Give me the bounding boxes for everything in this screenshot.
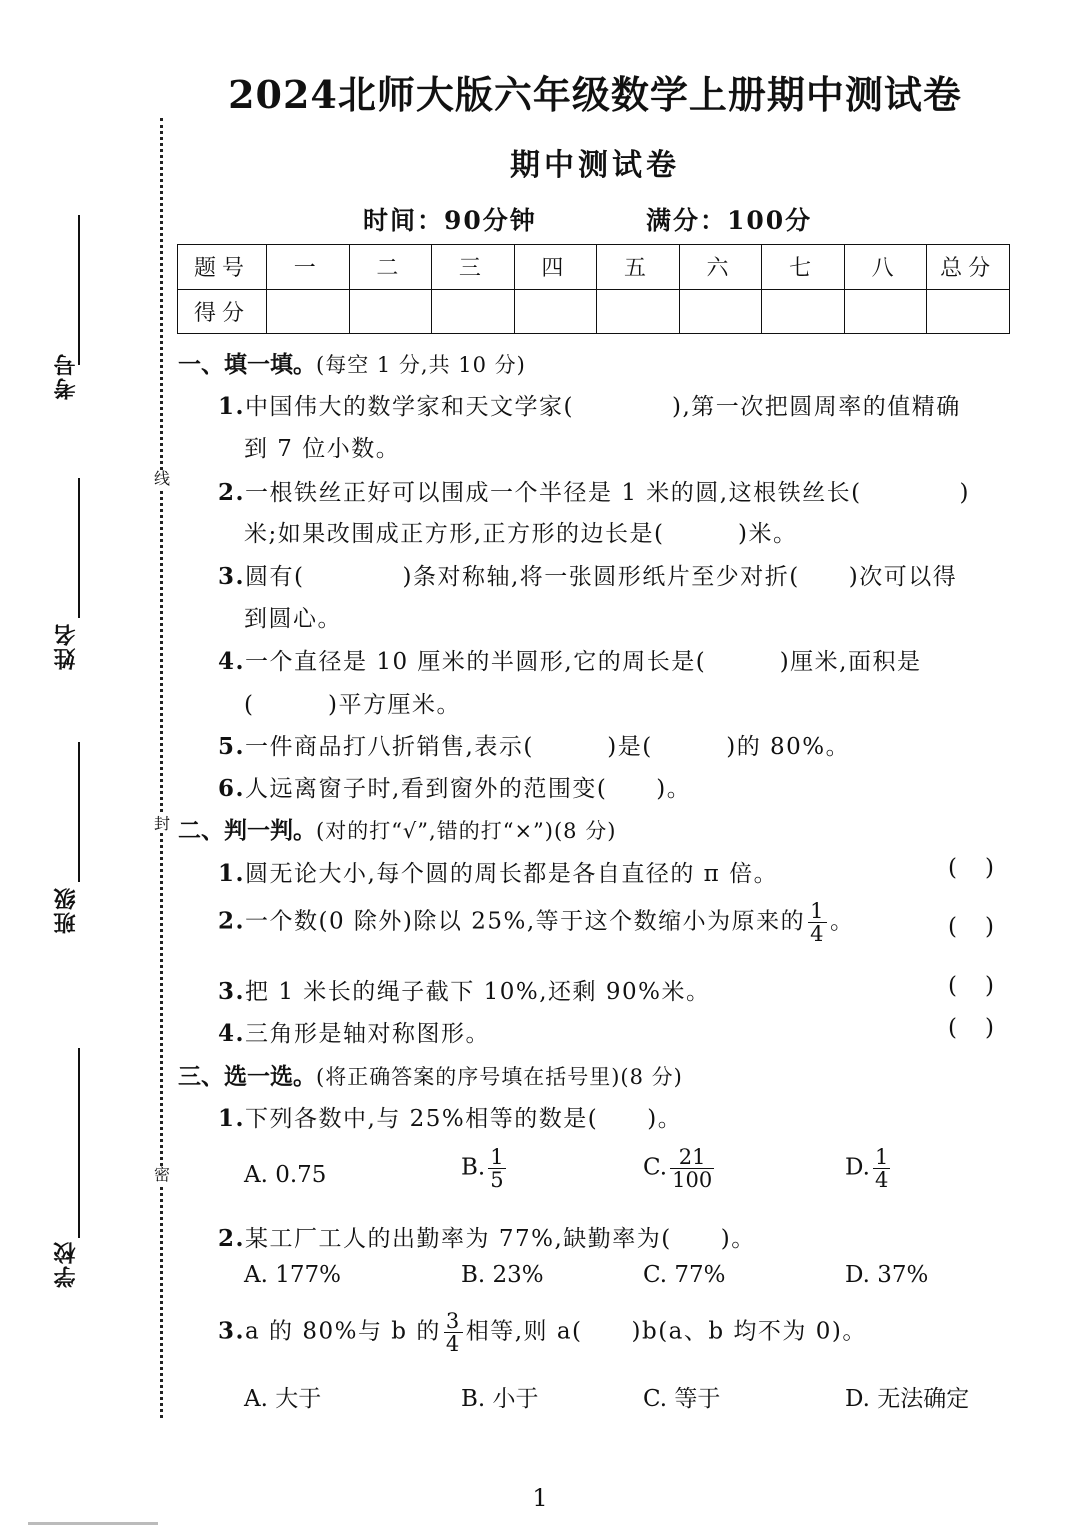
score-table-score-head: 得分 — [178, 289, 267, 334]
s1-q2-text: 一根铁丝正好可以围成一个半径是 1 米的圆,这根铁丝长( ) — [245, 480, 971, 506]
s1-q4-number: 4. — [218, 648, 246, 675]
s3-q1-option-c-letter: C. — [643, 1154, 668, 1181]
class-line — [78, 742, 80, 882]
s1-question-2 — [218, 474, 970, 507]
s2-q3-answer-paren[interactable]: () — [948, 973, 1022, 999]
name-line — [78, 478, 80, 618]
s2-question-4 — [218, 1015, 490, 1048]
s3-q1-option-b-letter: B. — [461, 1154, 486, 1181]
frac-num: 3 — [445, 1309, 461, 1333]
score-table-score-row — [178, 289, 1010, 334]
footer-rule — [28, 1522, 158, 1525]
full-score: 满分：100分 — [646, 206, 813, 235]
s1-q6-text: 人远离窗子时,看到窗外的范围变( )。 — [245, 776, 692, 802]
s2-q3-text: 把 1 米长的绳子截下 10%,还剩 90%米。 — [245, 979, 711, 1005]
score-cell[interactable] — [927, 289, 1010, 334]
s3-q1-option-d-fraction — [873, 1146, 890, 1191]
s1-q1-text: 中国伟大的数学家和天文学家( ),第一次把圆周率的值精确 — [245, 394, 961, 420]
s2-q4-number: 4. — [218, 1020, 246, 1047]
s3-q3-option-b: B. 小于 — [461, 1386, 539, 1412]
s2-question-2 — [218, 900, 855, 945]
s2-question-1 — [218, 855, 778, 888]
s2-q2-frac-den: 4 — [810, 922, 826, 946]
s3-q2-option-c: C. 77% — [643, 1262, 726, 1288]
s2-q2-frac-num: 1 — [810, 899, 826, 923]
s3-q1-option-c-fraction — [670, 1146, 714, 1191]
s2-q2-end: 。 — [830, 908, 855, 935]
seal-dotted-line — [160, 118, 163, 1418]
s3-q3-option-d: D. 无法确定 — [845, 1386, 970, 1412]
s3-q1-option-c — [643, 1146, 717, 1191]
s3-q3-number: 3. — [218, 1317, 246, 1345]
score-col-5: 五 — [597, 245, 680, 290]
s3-q1-option-d-letter: D. — [845, 1154, 870, 1181]
s3-q3-fraction — [444, 1310, 463, 1355]
score-col-4: 四 — [514, 245, 597, 290]
s1-q3-number: 3. — [218, 563, 246, 590]
score-cell[interactable] — [679, 289, 762, 334]
s2-q3-number: 3. — [218, 978, 246, 1005]
score-table-header-row — [178, 245, 1010, 290]
s1-q2-number: 2. — [218, 479, 246, 506]
s1-q4-continuation: ( )平方厘米。 — [244, 692, 461, 718]
score-cell[interactable] — [349, 289, 432, 334]
exam-number-label: 考号 — [53, 352, 79, 400]
s3-q2-number: 2. — [218, 1225, 246, 1252]
seal-mark-line: 线 — [154, 469, 171, 488]
s3-q1-text: 下列各数中,与 25%相等的数是( )。 — [245, 1106, 683, 1132]
score-col-3: 三 — [432, 245, 515, 290]
time-limit: 时间：90分钟 — [363, 206, 537, 235]
seal-mark-seal: 封 — [154, 814, 171, 833]
s3-question-1 — [218, 1100, 682, 1133]
s3-q2-option-d: D. 37% — [845, 1262, 929, 1288]
score-col-2: 二 — [349, 245, 432, 290]
score-cell[interactable] — [597, 289, 680, 334]
class-label: 班级 — [53, 886, 79, 934]
s1-question-3 — [218, 558, 957, 591]
section-1-note: (每空 1 分,共 10 分) — [316, 353, 526, 377]
frac-num: 21 — [670, 1146, 714, 1169]
frac-den: 4 — [874, 1168, 889, 1192]
seal-mark-secret: 密 — [154, 1165, 171, 1184]
frac-den: 100 — [672, 1168, 713, 1192]
section-1-heading — [178, 346, 526, 379]
s2-q1-answer-paren[interactable]: () — [948, 855, 1022, 881]
score-cell[interactable] — [514, 289, 597, 334]
s2-q2-number: 2. — [218, 907, 246, 935]
s2-q1-text: 圆无论大小,每个圆的周长都是各自直径的 π 倍。 — [245, 861, 779, 887]
frac-den: 4 — [445, 1332, 461, 1356]
name-label: 姓名 — [53, 622, 79, 670]
page-subtitle: 期中测试卷 — [510, 148, 680, 183]
section-2-heading — [178, 812, 616, 845]
s3-q3-option-c: C. 等于 — [643, 1386, 721, 1412]
s3-q2-option-a: A. 177% — [244, 1262, 341, 1288]
section-3-title: 三、选一选。 — [178, 1063, 316, 1090]
frac-num: 1 — [874, 1145, 889, 1169]
s1-q4-text: 一个直径是 10 厘米的半圆形,它的周长是( )厘米,面积是 — [245, 649, 922, 675]
score-cell[interactable] — [267, 289, 350, 334]
s3-question-2 — [218, 1220, 756, 1253]
s1-q1-continuation: 到 7 位小数。 — [244, 436, 401, 462]
section-2-title: 二、判一判。 — [178, 817, 316, 844]
score-table — [177, 244, 1010, 334]
s2-q2-answer-paren[interactable]: () — [948, 914, 1022, 940]
s1-q5-text: 一件商品打八折销售,表示( )是( )的 80%。 — [245, 734, 851, 760]
score-cell[interactable] — [844, 289, 927, 334]
score-col-7: 七 — [762, 245, 845, 290]
s1-question-6 — [218, 770, 691, 803]
s1-q6-number: 6. — [218, 775, 246, 802]
s3-question-3 — [218, 1310, 867, 1355]
s3-q1-number: 1. — [218, 1105, 246, 1132]
frac-num: 1 — [490, 1145, 504, 1169]
section-3-heading — [178, 1058, 683, 1091]
s3-q1-option-a: A. 0.75 — [244, 1162, 327, 1188]
s3-q2-option-b: B. 23% — [461, 1262, 544, 1288]
page-number: 1 — [532, 1484, 548, 1512]
school-label: 学校 — [53, 1240, 79, 1288]
s2-q4-text: 三角形是轴对称图形。 — [245, 1021, 491, 1047]
score-cell[interactable] — [762, 289, 845, 334]
section-2-note: (对的打“√”,错的打“×”)(8 分) — [316, 819, 617, 843]
s1-question-1 — [218, 388, 961, 421]
page-title: 2024北师大版六年级数学上册期中测试卷 — [228, 72, 962, 117]
score-cell[interactable] — [432, 289, 515, 334]
s1-q2-continuation: 米;如果改围成正方形,正方形的边长是( )米。 — [244, 521, 798, 547]
s2-q4-answer-paren[interactable]: () — [948, 1015, 1022, 1041]
s3-q1-option-b — [461, 1146, 509, 1191]
s2-q1-number: 1. — [218, 860, 246, 887]
s1-question-5 — [218, 728, 850, 761]
s3-q1-option-b-fraction — [488, 1146, 505, 1191]
school-line — [78, 1048, 80, 1238]
frac-den: 5 — [490, 1168, 504, 1192]
score-table-row-head: 题号 — [178, 245, 267, 290]
section-1-title: 一、填一填。 — [178, 351, 316, 378]
s1-q3-continuation: 到圆心。 — [244, 606, 342, 632]
s3-q3-text: a 的 80%与 b 的 — [245, 1318, 441, 1345]
s2-q2-text: 一个数(0 除外)除以 25%,等于这个数缩小为原来的 — [245, 908, 806, 935]
s1-q1-number: 1. — [218, 393, 246, 420]
s3-q3-option-a: A. 大于 — [244, 1386, 322, 1412]
score-col-8: 八 — [844, 245, 927, 290]
score-col-6: 六 — [679, 245, 762, 290]
s3-q2-text: 某工厂工人的出勤率为 77%,缺勤率为( )。 — [245, 1226, 756, 1252]
section-3-note: (将正确答案的序号填在括号里)(8 分) — [316, 1065, 683, 1089]
score-col-1: 一 — [267, 245, 350, 290]
s1-question-4 — [218, 643, 921, 676]
s2-q2-fraction — [808, 900, 827, 945]
s2-question-3 — [218, 973, 710, 1006]
s1-q3-text: 圆有( )条对称轴,将一张圆形纸片至少对折( )次可以得 — [245, 564, 958, 590]
s3-q3-text-end: 相等,则 a( )b(a、b 均不为 0)。 — [465, 1318, 867, 1345]
exam-number-line — [78, 215, 80, 365]
s1-q5-number: 5. — [218, 733, 246, 760]
score-col-total: 总分 — [927, 245, 1010, 290]
s3-q1-option-d — [845, 1146, 893, 1191]
